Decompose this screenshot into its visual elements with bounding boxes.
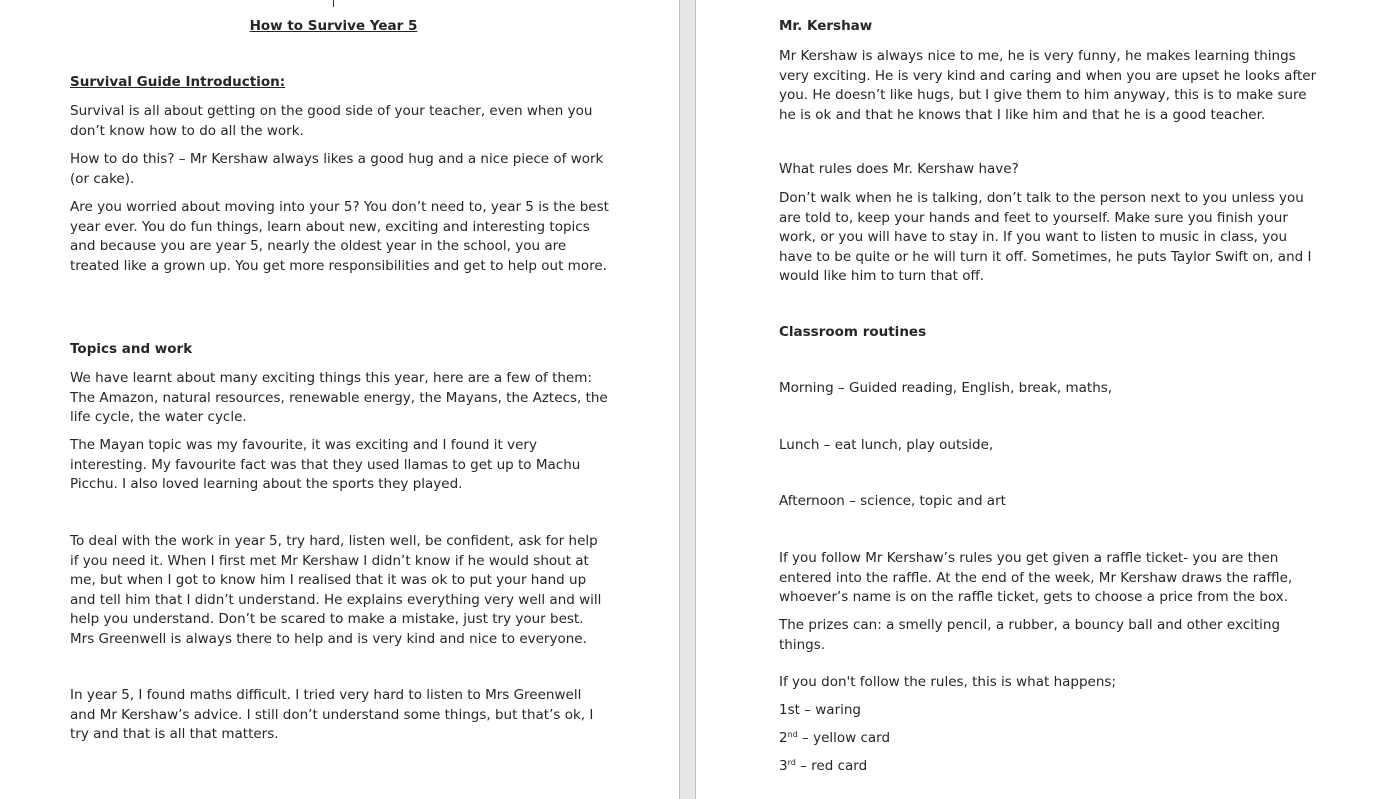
rules-paragraph: Don’t walk when he is talking, don’t talk to the person next to you unless you are told to, keep your hands and feet to yourself. Make sure you finish your work, or you will have to stay in. If you want to listen to music in class, you have to be quite or he will turn it off. Sometimes, he puts Taylor Swift on, and I would like him to turn that off. — [779, 190, 1312, 284]
intro-paragraph-2: How to do this? – Mr Kershaw always likes a good hug and a nice piece of work (or cake). — [70, 151, 604, 187]
consequence-step-1 — [779, 701, 1319, 721]
topics-heading: Topics and work — [70, 341, 193, 357]
document-page-right[interactable] — [696, 0, 1374, 799]
routines-heading: Classroom routines — [779, 324, 927, 340]
routine-lunch: Lunch – eat lunch, play outside, — [779, 437, 994, 453]
step-2-number: 2 — [779, 730, 788, 746]
work-paragraph-2: In year 5, I found maths difficult. I tried very hard to listen to Mrs Greenwell and Mr Kershaw’s advice. I still don’t understand some things, but that’s ok, I try and that is all that matters. — [70, 687, 594, 742]
prizes-paragraph: The prizes can: a smelly pencil, a rubber, a bouncy ball and other exciting things. — [779, 617, 1281, 653]
intro-paragraph-1: Survival is all about getting on the good side of your teacher, even when you don’t know how to do all the work. — [70, 103, 593, 139]
step-3-number: 3 — [779, 758, 788, 774]
work-paragraph-1: To deal with the work in year 5, try hard, listen well, be confident, ask for help if you need it. When I first met Mr Kershaw I didn’t know if he would shout at me, but when I got to know him I realised that it was ok to put your hand up and tell him that I didn’t understand. He explains everything very well and will help you understand. Don’t be scared to make a mistake, just try your best. Mrs Greenwell is always there to help and is very kind and nice to everyone. — [70, 533, 602, 647]
kershaw-heading: Mr. Kershaw — [779, 18, 873, 34]
document-page-left[interactable] — [0, 0, 679, 799]
page-gutter — [679, 0, 696, 799]
consequence-step-2 — [779, 729, 1319, 749]
routine-afternoon: Afternoon – science, topic and art — [779, 493, 1006, 509]
step-3-text: – red card — [795, 758, 868, 774]
topics-paragraph-1: We have learnt about many exciting things this year, here are a few of them: The Amazon, natural resources, renewable energy, the Mayans, the Aztecs, the life cycle, the water cycle. — [70, 370, 608, 425]
consequence-step-3 — [779, 757, 1319, 777]
kershaw-paragraph: Mr Kershaw is always nice to me, he is very funny, he makes learning things very exciting. He is very kind and caring and when you are upset he looks after you. He doesn’t like hugs, but I give them to him anyway, this is to make sure he is ok and that he knows that I like him and that he is a good teacher. — [779, 48, 1317, 123]
step-1-text: – waring — [799, 702, 861, 718]
routine-morning: Morning – Guided reading, English, break, maths, — [779, 380, 1113, 396]
consequences-intro: If you don't follow the rules, this is what happens; — [779, 674, 1116, 690]
step-2-text: – yellow card — [797, 730, 891, 746]
step-1-number: 1st — [779, 702, 800, 718]
raffle-paragraph: If you follow Mr Kershaw’s rules you get given a raffle ticket- you are then entered into the raffle. At the end of the week, Mr Kershaw draws the raffle, whoever’s name is on the raffle ticket, gets to choose a price from the box. — [779, 550, 1293, 605]
intro-paragraph-3: Are you worried about moving into your 5? You don’t need to, year 5 is the best year ever. You do fun things, learn about new, exciting and interesting topics and because you are year 5, nearly the oldest year in the school, you are treated like a grown up. You get more responsibilities and get to help out more. — [70, 199, 609, 274]
text-cursor — [333, 0, 334, 7]
step-2-ordinal: nd — [787, 730, 798, 739]
intro-heading: Survival Guide Introduction: — [70, 74, 286, 90]
rules-question: What rules does Mr. Kershaw have? — [779, 161, 1019, 177]
document-title: How to Survive Year 5 — [249, 18, 418, 34]
topics-paragraph-2: The Mayan topic was my favourite, it was exciting and I found it very interesting. My favourite fact was that they used llamas to get up to Machu Picchu. I also loved learning about the sports they played. — [70, 437, 581, 492]
step-3-ordinal: rd — [787, 758, 796, 767]
